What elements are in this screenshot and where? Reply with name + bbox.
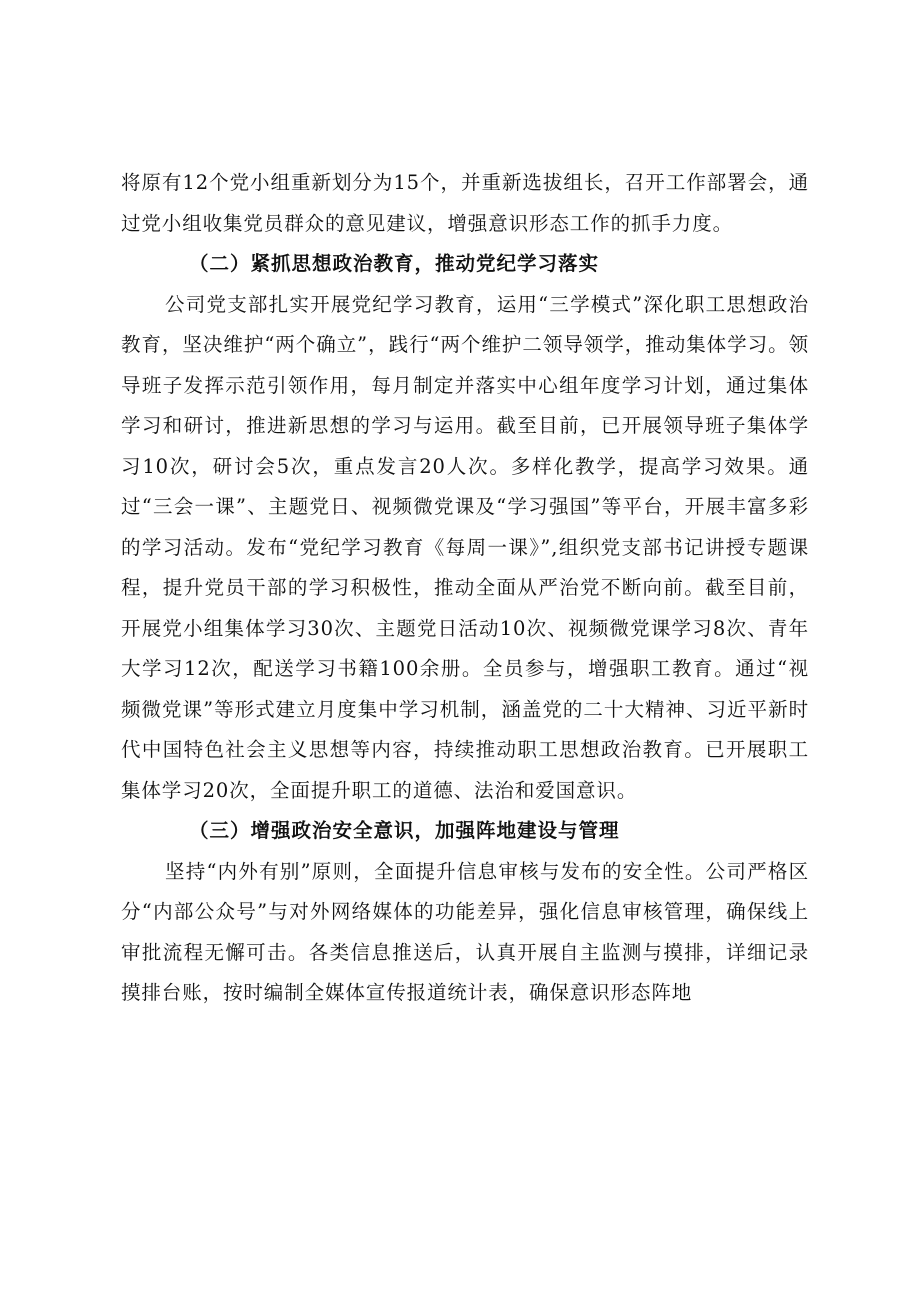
section-heading-3: （三）增强政治安全意识，加强阵地建设与管理 [189, 819, 620, 842]
document-body [121, 163, 809, 1014]
paragraph-section-3: 坚持“内外有别”原则，全面提升信息审核与发布的安全性。公司严格区分“内部公众号”与对外网络媒体的功能差异，强化信息审核管理，确保线上审批流程无懈可击。各类信息推送后，认真开展自主监测与摸排，详细记录摸排台账，按时编制全媒体宣传报道统计表，确保意识形态阵地 [121, 859, 809, 1004]
paragraph-continuation: 将原有12个党小组重新划分为15个，并重新选拔组长，召开工作部署会，通过党小组收集党员群众的意见建议，增强意识形态工作的抓手力度。 [121, 171, 809, 235]
section-heading-2: （二）紧抓思想政治教育，推动党纪学习落实 [189, 252, 600, 275]
paragraph-section-2: 公司党支部扎实开展党纪学习教育，运用“三学模式”深化职工思想政治教育，坚决维护“两个确立”，践行“两个维护二领导领学，推动集体学习。领导班子发挥示范引领作用，每月制定并落实中心组年度学习计划，通过集体学习和研讨，推进新思想的学习与运用。截至目前，已开展领导班子集体学习10次，研讨会5次，重点发言20人次。多样化教学，提高学习效果。通过“三会一课”、主题党日、视频微党课及“学习强国”等平台，开展丰富多彩的学习活动。发布“党纪学习教育《每周一课》”,组织党支部书记讲授专题课程，提升党员干部的学习积极性，推动全面从严治党不断向前。截至目前，开展党小组集体学习30次、主题党日活动10次、视频微党课学习8次、青年大学习12次，配送学习书籍100余册。全员参与，增强职工教育。通过“视频微党课”等形式建立月度集中学习机制，涵盖党的二十大精神、习近平新时代中国特色社会主义思想等内容，持续推动职工思想政治教育。已开展职工集体学习20次，全面提升职工的道德、法治和爱国意识。 [121, 292, 809, 802]
